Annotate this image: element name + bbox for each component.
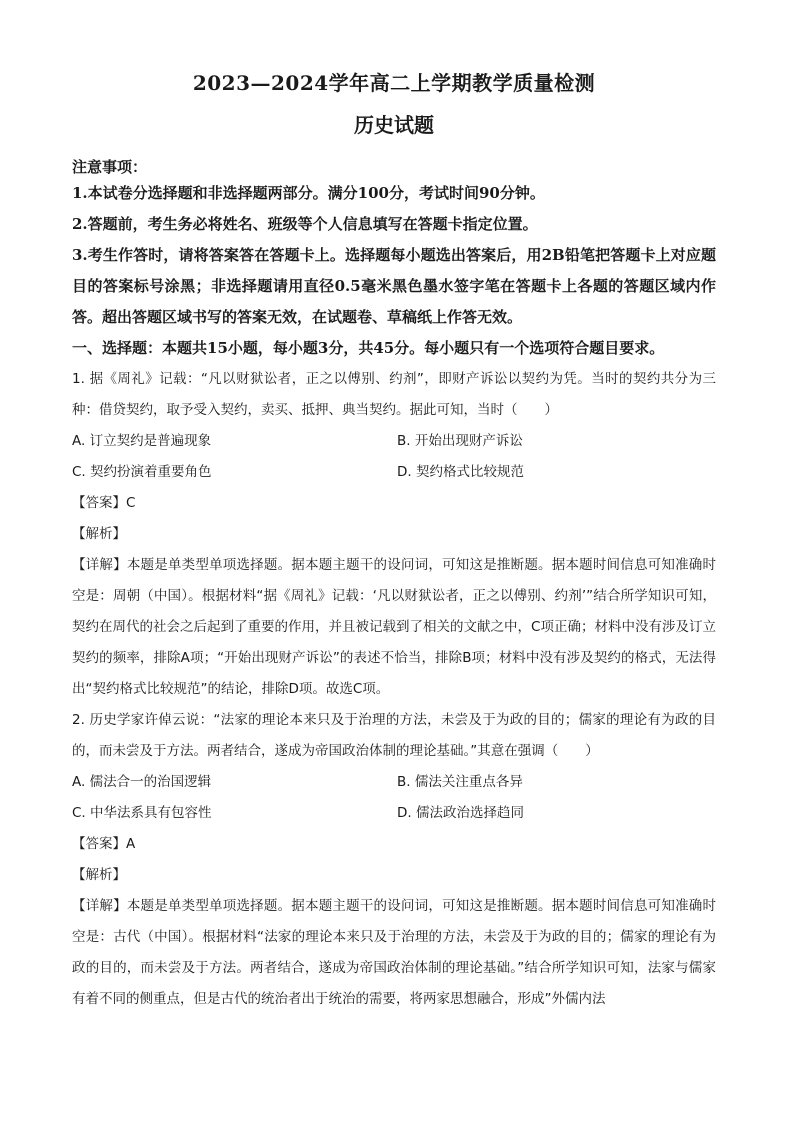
option-a: A. 订立契约是普遍现象	[72, 433, 212, 449]
option-c: C. 中华法系具有包容性	[72, 805, 212, 821]
section-title: 一、选择题：本题共15小题，每小题3分，共45分。每小题只有一个选项符合题目要求。	[72, 339, 665, 357]
question-stem-1: 1. 据《周礼》记载：“凡以财狱讼者，正之以傅别、约剂”，即财产诉讼以契约为凭。当时的契约共分为三种：借贷契约，取予受入契约，卖买、抵押、典当契约。据此可知，当时（ ）	[72, 371, 716, 418]
notice-item-2: 2.答题前，考生务必将姓名、班级等个人信息填写在答题卡指定位置。	[72, 215, 538, 233]
answer-label-1: 【答案】C	[72, 495, 136, 511]
analysis-label-2: 【解析】	[72, 867, 126, 883]
notice-heading: 注意事项：	[72, 158, 148, 176]
analysis-label-1: 【解析】	[72, 526, 126, 542]
notice-item-1: 1.本试卷分选择题和非选择题两部分。满分100分，考试时间90分钟。	[72, 184, 545, 202]
option-d: D. 儒法政治选择趋同	[397, 805, 524, 821]
exam-subject: 历史试题	[354, 113, 434, 137]
option-d: D. 契约格式比较规范	[397, 464, 524, 480]
notice-item-3: 3.考生作答时，请将答案答在答题卡上。选择题每小题选出答案后，用2B铅笔把答题卡上对应题目的答案标号涂黑；非选择题请用直径0.5毫米黑色墨水签字笔在答题卡上各题的答题区域内作答。超出答题区域书写的答案无效，在试题卷、草稿纸上作答无效。	[72, 246, 716, 326]
option-a: A. 儒法合一的治国逻辑	[72, 774, 212, 790]
question-options-1	[72, 426, 716, 488]
option-c: C. 契约扮演着重要角色	[72, 464, 212, 480]
exam-title: 2023—2024学年高二上学期教学质量检测	[192, 71, 596, 95]
option-b: B. 开始出现财产诉讼	[397, 433, 523, 449]
question-options-2	[72, 767, 716, 829]
answer-label-2: 【答案】A	[72, 836, 136, 852]
detail-text-1: 【详解】本题是单类型单项选择题。据本题主题干的设问词，可知这是推断题。据本题时间信息可知准确时空是：周朝（中国）。根据材料“据《周礼》记载：‘凡以财狱讼者，正之以傅别、约剂’”结合所学知识可知，契约在周代的社会之后起到了重要的作用，并且被记载到了相关的文献之中，C项正确；材料中没有涉及订立契约的频率，排除A项；“开始出现财产诉讼”的表述不恰当，排除B项；材料中没有涉及契约的格式，无法得出“契约格式比较规范”的结论，排除D项。故选C项。	[72, 557, 716, 697]
detail-text-2: 【详解】本题是单类型单项选择题。据本题主题干的设问词，可知这是推断题。据本题时间信息可知准确时空是：古代（中国）。根据材料“法家的理论本来只及于治理的方法，未尝及于为政的目的；儒家的理论有为政的目的，而未尝及于方法。两者结合，遂成为帝国政治体制的理论基础。”结合所学知识可知，法家与儒家有着不同的侧重点，但是古代的统治者出于统治的需要，将两家思想融合，形成”外儒内法	[72, 898, 716, 1007]
option-b: B. 儒法关注重点各异	[397, 774, 523, 790]
question-stem-2: 2. 历史学家许倬云说：“法家的理论本来只及于治理的方法，未尝及于为政的目的；儒家的理论有为政的目的，而未尝及于方法。两者结合，遂成为帝国政治体制的理论基础。”其意在强调（ ）	[72, 712, 716, 759]
